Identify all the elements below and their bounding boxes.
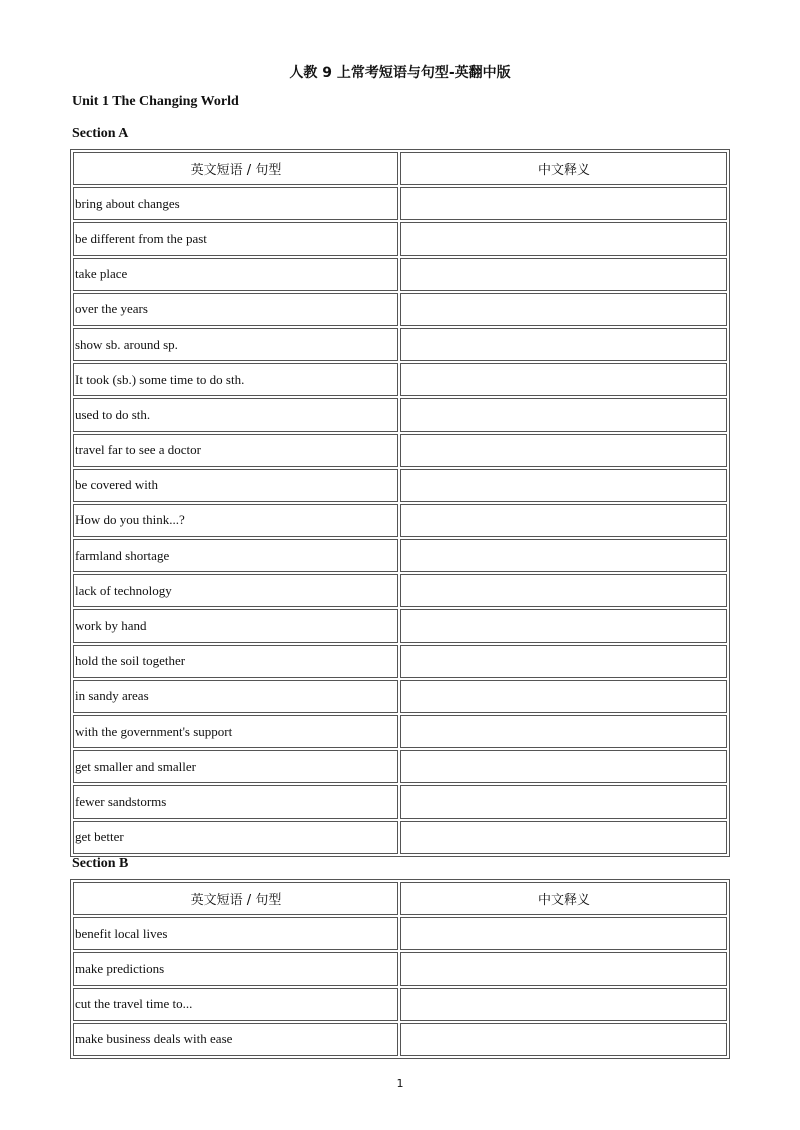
chinese-meaning-cell[interactable] — [400, 715, 727, 748]
english-phrase-cell: farmland shortage — [73, 539, 398, 572]
table-row — [73, 574, 727, 607]
english-phrase-cell: fewer sandstorms — [73, 785, 398, 818]
english-phrase-cell: be covered with — [73, 469, 398, 502]
english-phrase-cell: make predictions — [73, 952, 398, 985]
english-phrase-cell: cut the travel time to... — [73, 988, 398, 1021]
table-row — [73, 917, 727, 950]
chinese-meaning-cell[interactable] — [400, 504, 727, 537]
section-a-rows — [73, 187, 727, 854]
chinese-meaning-cell[interactable] — [400, 609, 727, 642]
table-row — [73, 680, 727, 713]
chinese-meaning-cell[interactable] — [400, 988, 727, 1021]
section-a-label: Section A — [72, 126, 129, 141]
table-header-row — [73, 152, 727, 185]
table-row — [73, 715, 727, 748]
english-phrase-cell: hold the soil together — [73, 645, 398, 678]
table-row — [73, 1023, 727, 1056]
table-row — [73, 328, 727, 361]
table-row — [73, 645, 727, 678]
english-phrase-cell: in sandy areas — [73, 680, 398, 713]
chinese-meaning-cell[interactable] — [400, 917, 727, 950]
table-row — [73, 187, 727, 220]
english-phrase-cell: It took (sb.) some time to do sth. — [73, 363, 398, 396]
english-phrase-cell: How do you think...? — [73, 504, 398, 537]
chinese-meaning-cell[interactable] — [400, 293, 727, 326]
table-row — [73, 258, 727, 291]
table-row — [73, 539, 727, 572]
chinese-meaning-cell[interactable] — [400, 785, 727, 818]
chinese-meaning-cell[interactable] — [400, 363, 727, 396]
chinese-meaning-cell[interactable] — [400, 539, 727, 572]
chinese-meaning-cell[interactable] — [400, 1023, 727, 1056]
table-row — [73, 469, 727, 502]
english-phrase-cell: with the government's support — [73, 715, 398, 748]
header-english-phrase: 英文短语 / 句型 — [73, 882, 398, 915]
english-phrase-cell: travel far to see a doctor — [73, 434, 398, 467]
chinese-meaning-cell[interactable] — [400, 187, 727, 220]
english-phrase-cell: be different from the past — [73, 222, 398, 255]
table-row — [73, 952, 727, 985]
table-row — [73, 363, 727, 396]
english-phrase-cell: over the years — [73, 293, 398, 326]
section-b-label: Section B — [72, 856, 129, 871]
section-a-table — [70, 149, 730, 857]
chinese-meaning-cell[interactable] — [400, 469, 727, 502]
chinese-meaning-cell[interactable] — [400, 680, 727, 713]
chinese-meaning-cell[interactable] — [400, 952, 727, 985]
chinese-meaning-cell[interactable] — [400, 574, 727, 607]
table-row — [73, 821, 727, 854]
english-phrase-cell: show sb. around sp. — [73, 328, 398, 361]
english-phrase-cell: benefit local lives — [73, 917, 398, 950]
chinese-meaning-cell[interactable] — [400, 258, 727, 291]
english-phrase-cell: get better — [73, 821, 398, 854]
document-title: 人教 9 上常考短语与句型-英翻中版 — [289, 65, 511, 81]
header-chinese-meaning: 中文释义 — [400, 882, 727, 915]
english-phrase-cell: make business deals with ease — [73, 1023, 398, 1056]
chinese-meaning-cell[interactable] — [400, 750, 727, 783]
section-b-rows — [73, 917, 727, 1056]
chinese-meaning-cell[interactable] — [400, 222, 727, 255]
english-phrase-cell: take place — [73, 258, 398, 291]
table-row — [73, 785, 727, 818]
table-row — [73, 609, 727, 642]
table-row — [73, 398, 727, 431]
header-english-phrase: 英文短语 / 句型 — [73, 152, 398, 185]
table-row — [73, 750, 727, 783]
table-header-row — [73, 882, 727, 915]
section-b-table — [70, 879, 730, 1059]
english-phrase-cell: used to do sth. — [73, 398, 398, 431]
unit-title: Unit 1 The Changing World — [72, 94, 239, 109]
english-phrase-cell: get smaller and smaller — [73, 750, 398, 783]
table-row — [73, 504, 727, 537]
page-number: 1 — [396, 1077, 404, 1090]
table-row — [73, 222, 727, 255]
table-row — [73, 988, 727, 1021]
english-phrase-cell: work by hand — [73, 609, 398, 642]
chinese-meaning-cell[interactable] — [400, 645, 727, 678]
chinese-meaning-cell[interactable] — [400, 328, 727, 361]
chinese-meaning-cell[interactable] — [400, 398, 727, 431]
table-row — [73, 434, 727, 467]
chinese-meaning-cell[interactable] — [400, 821, 727, 854]
header-chinese-meaning: 中文释义 — [400, 152, 727, 185]
english-phrase-cell: lack of technology — [73, 574, 398, 607]
english-phrase-cell: bring about changes — [73, 187, 398, 220]
table-row — [73, 293, 727, 326]
chinese-meaning-cell[interactable] — [400, 434, 727, 467]
